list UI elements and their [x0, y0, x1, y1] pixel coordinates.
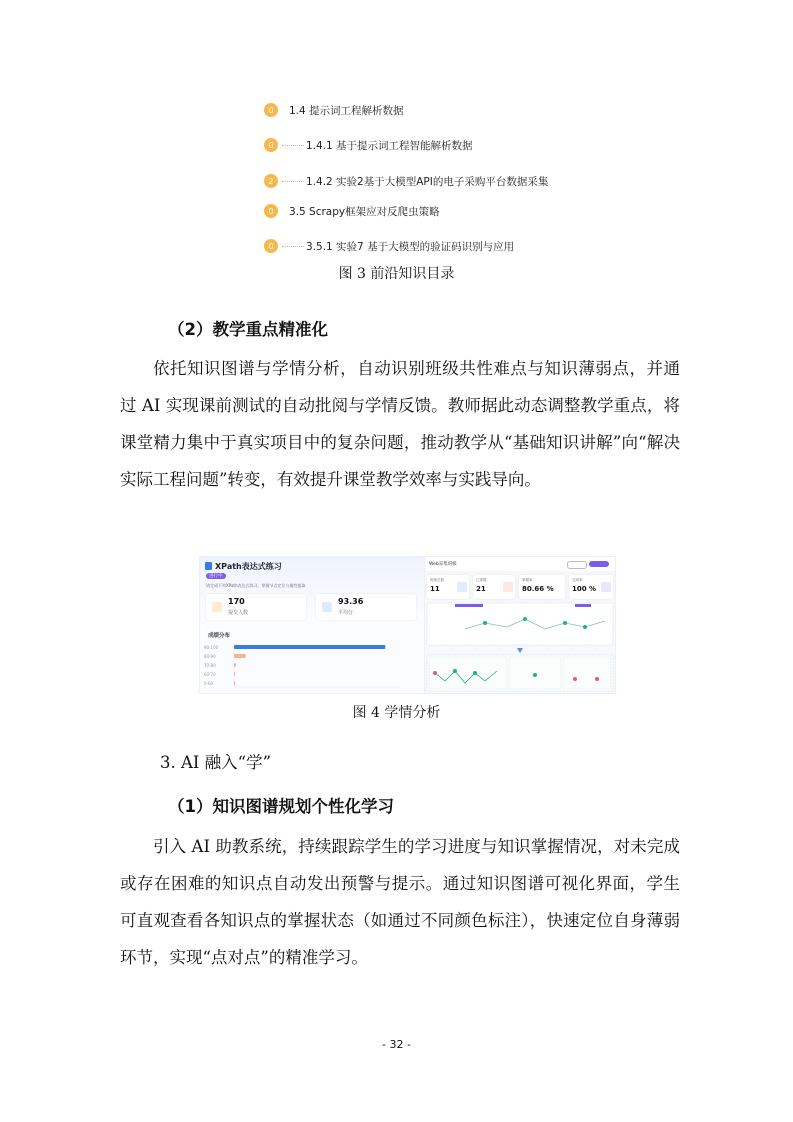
tree-connector — [282, 145, 304, 146]
graph-label-tag — [455, 604, 483, 607]
expand-arrow-icon[interactable] — [517, 648, 523, 653]
stat-value: 170 — [228, 597, 245, 606]
average-score-card — [316, 594, 416, 620]
count-badge: 2 — [264, 174, 278, 188]
stat-label: 掌握率 — [522, 578, 533, 582]
section-heading: （2）教学重点精准化 — [168, 320, 328, 339]
chart-icon — [457, 582, 467, 592]
exercise-title: XPath表达式练习 — [215, 562, 282, 571]
bar-label: 60-70 — [204, 672, 216, 677]
stat-value: 11 — [430, 585, 440, 593]
bar-label: 70-80 — [204, 663, 216, 668]
count-badge: 0 — [264, 138, 278, 152]
catalog-item-label: 3.5.1 实验7 基于大模型的验证码识别与应用 — [306, 240, 515, 253]
score-bar — [234, 672, 235, 676]
stat-value: 21 — [476, 585, 486, 593]
score-bar — [234, 654, 246, 658]
stat-value: 93.36 — [338, 597, 364, 606]
paragraph-text: 依托知识图谱与学情分析，自动识别班级共性难点与知识薄弱点，并通过 AI 实现课前测试的自动批阅与学情反馈。教师据此动态调整教学重点，将课堂精力集中于真实项目中的复杂问题，推动教学从“基础知识讲解”向“解决实际工程问题”转变，有效提升课堂教学效率与实践导向。 — [120, 359, 680, 489]
stat-card — [473, 575, 515, 599]
catalog-item[interactable] — [264, 171, 548, 191]
count-badge: 0 — [264, 103, 278, 117]
percent-icon — [601, 582, 611, 592]
stat-value: 80.66 % — [522, 585, 554, 593]
catalog-item-label: 1.4.1 基于提示词工程智能解析数据 — [306, 139, 473, 152]
score-bar — [234, 645, 385, 649]
score-distribution-chart — [200, 637, 424, 693]
status-tag: 进行中 — [206, 573, 226, 579]
graph-node — [483, 621, 487, 625]
stat-label: 班级总数 — [430, 578, 444, 582]
score-bar — [234, 681, 235, 685]
graph-subpanel — [429, 657, 507, 689]
graph-node — [473, 671, 477, 675]
stat-label: 提交人数 — [228, 610, 249, 616]
exercise-description: 请完成下列XPath表达式练习，掌握节点定位与属性提取 — [206, 583, 306, 588]
catalog-item-label: 1.4.2 实验2基于大模型API的电子采购平台数据采集 — [306, 175, 549, 188]
catalog-item[interactable] — [264, 135, 473, 155]
target-icon — [503, 582, 513, 592]
count-badge: 0 — [264, 239, 278, 253]
page-number: - 32 - — [382, 1038, 411, 1051]
catalog-item[interactable] — [264, 236, 514, 256]
chart-title: 成绩分布 — [208, 633, 231, 639]
paragraph-text: 引入 AI 助教系统，持续跟踪学生的学习进度与知识掌握情况，对未完成或存在困难的知识点自动发出预警与提示。通过知识图谱可视化界面，学生可直观查看各知识点的掌握状态（如通过不同颜色标注），快速定位自身薄弱环节，实现“点对点”的精准学习。 — [120, 837, 680, 967]
score-bar — [234, 663, 236, 667]
stat-card — [569, 575, 613, 599]
graph-frame — [427, 603, 613, 645]
stat-label: 完成率 — [572, 578, 583, 582]
graph-node — [453, 669, 457, 673]
bar-label: 0-60 — [204, 681, 214, 686]
exercise-stats-screenshot — [199, 556, 425, 694]
dashboard-title: Web采集班级 — [429, 562, 457, 567]
document-icon — [205, 562, 212, 570]
graph-node — [595, 677, 599, 681]
tree-connector — [282, 246, 304, 247]
graph-label-tag — [575, 604, 591, 607]
graph-node — [563, 621, 567, 625]
stat-label: 平均分 — [338, 610, 354, 616]
catalog-item[interactable] — [264, 100, 404, 120]
graph-node — [573, 677, 577, 681]
graph-node — [523, 617, 527, 621]
class-dashboard-screenshot — [424, 556, 616, 694]
stat-card — [519, 575, 565, 599]
submit-count-card — [206, 594, 306, 620]
section-number: 3. AI 融入“学” — [160, 753, 272, 772]
graph-subpanel — [563, 657, 611, 689]
graph-node — [533, 673, 537, 677]
stat-card — [427, 575, 469, 599]
stat-value: 100 % — [572, 585, 597, 593]
body-paragraph — [120, 350, 680, 498]
tree-connector — [282, 181, 304, 182]
figure-4-caption: 图 4 学情分析 — [352, 705, 441, 721]
graph-node — [433, 671, 437, 675]
action-button[interactable] — [589, 561, 609, 567]
section-heading: （1）知识图谱规划个性化学习 — [168, 797, 394, 816]
graph-node — [583, 625, 587, 629]
bar-label: 80-90 — [204, 654, 216, 659]
figure-3-caption: 图 3 前沿知识目录 — [338, 266, 455, 282]
body-paragraph — [120, 828, 680, 976]
user-icon — [212, 602, 222, 612]
stat-label: 已掌握 — [476, 578, 487, 582]
knowledge-graph-panel — [425, 601, 615, 693]
catalog-item-label: 1.4 提示词工程解析数据 — [289, 104, 404, 117]
count-badge: 0 — [264, 204, 278, 218]
bar-label: 90-100 — [204, 645, 219, 650]
catalog-item-label: 3.5 Scrapy框架应对反爬虫策略 — [289, 205, 440, 218]
catalog-item[interactable] — [264, 201, 440, 221]
score-icon — [322, 602, 332, 612]
filter-button[interactable] — [567, 561, 587, 569]
